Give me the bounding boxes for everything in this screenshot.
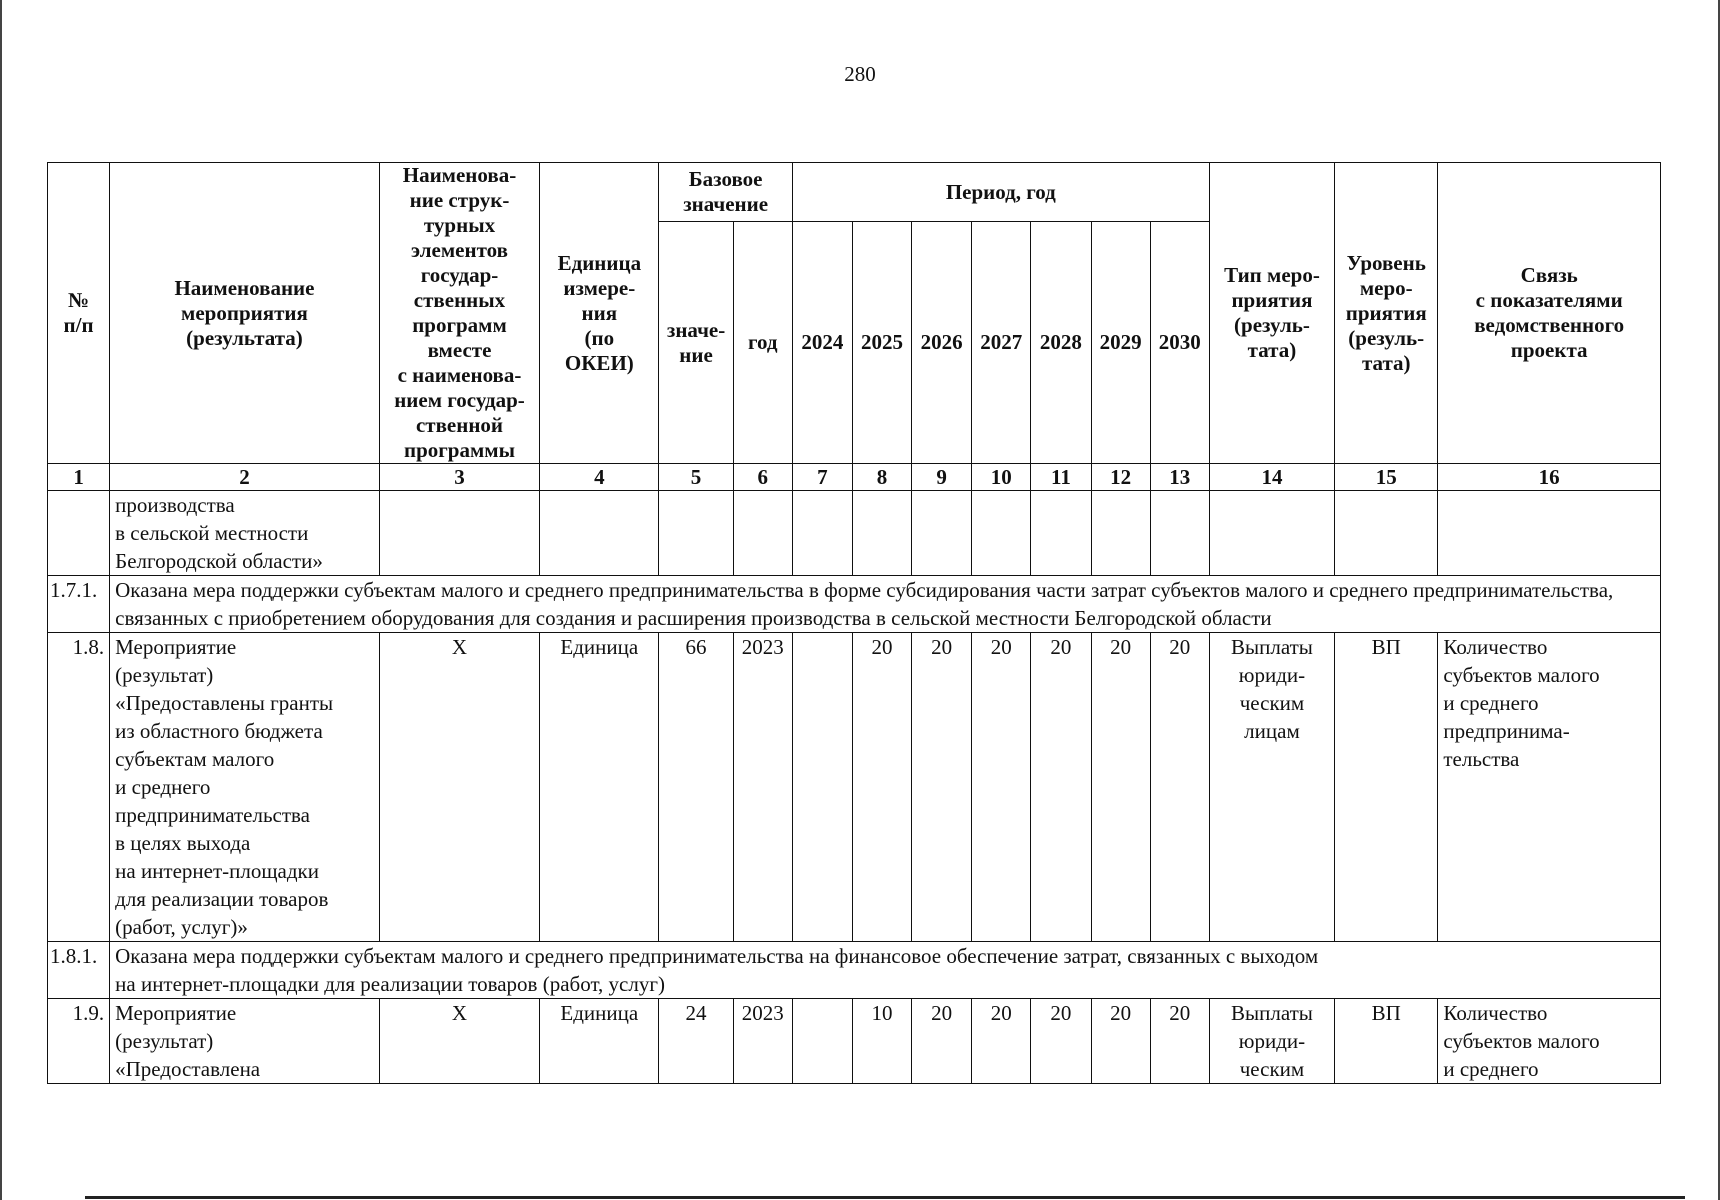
header-year-2026: 2026 (912, 222, 972, 464)
value-2024 (792, 999, 852, 1084)
struct-element: Х (379, 999, 539, 1084)
column-number: 7 (792, 464, 852, 491)
value-2029: 20 (1091, 999, 1150, 1084)
value-2029: 20 (1091, 633, 1150, 942)
header-col-level: Уровень меро- приятия (резуль- тата) (1335, 163, 1438, 464)
table-row-1-8-1 (48, 942, 1661, 999)
header-year-2025: 2025 (852, 222, 911, 464)
measure-level: ВП (1335, 633, 1438, 942)
column-number: 13 (1150, 464, 1209, 491)
measure-type: Выплаты юриди- ческим (1209, 999, 1334, 1084)
value-2030: 20 (1150, 999, 1209, 1084)
measure-name: Мероприятие (результат) «Предоставлены гранты из областного бюджета субъектам малого и среднего предпринимательства в целях выхода на интернет-площадки для реализации товаров (работ, услуг)» (110, 633, 380, 942)
unit: Единица (540, 999, 659, 1084)
row-number: 1.9. (48, 999, 110, 1084)
column-number: 11 (1031, 464, 1091, 491)
header-col-period: Период, год (792, 163, 1209, 222)
header-col-type: Тип меро- приятия (резуль- тата) (1209, 163, 1334, 464)
header-year-2030: 2030 (1150, 222, 1209, 464)
column-number: 2 (110, 464, 380, 491)
header-year-2028: 2028 (1031, 222, 1091, 464)
value-2025: 20 (852, 633, 911, 942)
project-link: Количество субъектов малого и среднего предпринима- тельства (1438, 633, 1661, 942)
scan-bottom-rule (85, 1196, 1685, 1199)
scan-left-edge (0, 0, 2, 1200)
base-year: 2023 (733, 633, 792, 942)
value-2030: 20 (1150, 633, 1209, 942)
column-number: 3 (379, 464, 539, 491)
value-2026: 20 (912, 633, 972, 942)
value-2024 (792, 633, 852, 942)
header-year-2027: 2027 (972, 222, 1031, 464)
header-col-unit: Единица измере- ния (по ОКЕИ) (540, 163, 659, 464)
header-base-value: значе- ние (659, 222, 733, 464)
project-link: Количество субъектов малого и среднего (1438, 999, 1661, 1084)
value-2028: 20 (1031, 633, 1091, 942)
header-base-year: год (733, 222, 792, 464)
base-value: 66 (659, 633, 733, 942)
row-number: 1.8. (48, 633, 110, 942)
row-number: 1.8.1. (48, 942, 110, 999)
table-row-1-8 (48, 633, 1661, 942)
page-number: 280 (844, 62, 876, 86)
header-col-struct: Наименова- ние струк- турных элементов государ- ственных программ вместе с наименова- нием государ- ственной программы (379, 163, 539, 464)
column-number-row (48, 464, 1661, 491)
column-number: 15 (1335, 464, 1438, 491)
column-number: 8 (852, 464, 911, 491)
header-year-2029: 2029 (1091, 222, 1150, 464)
table-row-continuation (48, 491, 1661, 576)
table-row-1-9 (48, 999, 1661, 1084)
base-year: 2023 (733, 999, 792, 1084)
measure-type: Выплаты юриди- ческим лицам (1209, 633, 1334, 942)
value-2027: 20 (972, 633, 1031, 942)
column-number: 1 (48, 464, 110, 491)
column-number: 14 (1209, 464, 1334, 491)
result-description: Оказана мера поддержки субъектам малого и среднего предпринимательства на финансовое обеспечение затрат, связанных с выходом на интернет-площадки для реализации товаров (работ, услуг) (110, 942, 1661, 999)
header-col-no: № п/п (48, 163, 110, 464)
measure-name: Мероприятие (результат) «Предоставлена (110, 999, 380, 1084)
column-number: 6 (733, 464, 792, 491)
base-value: 24 (659, 999, 733, 1084)
measure-name: производства в сельской местности Белгородской области» (110, 491, 380, 576)
header-year-2024: 2024 (792, 222, 852, 464)
column-number: 16 (1438, 464, 1661, 491)
measure-level: ВП (1335, 999, 1438, 1084)
column-number: 10 (972, 464, 1031, 491)
column-number: 9 (912, 464, 972, 491)
result-description: Оказана мера поддержки субъектам малого и среднего предпринимательства в форме субсидирования части затрат субъектов малого и среднего предпринимательства, связанных с приобретением оборудования для создания и расширения производства в сельской местности Белгородской области (110, 576, 1661, 633)
table-row-1-7-1 (48, 576, 1661, 633)
value-2028: 20 (1031, 999, 1091, 1084)
value-2027: 20 (972, 999, 1031, 1084)
value-2025: 10 (852, 999, 911, 1084)
column-number: 12 (1091, 464, 1150, 491)
unit: Единица (540, 633, 659, 942)
row-number: 1.7.1. (48, 576, 110, 633)
measures-table (47, 162, 1661, 1084)
column-number: 5 (659, 464, 733, 491)
header-col-link: Связь с показателями ведомственного проекта (1438, 163, 1661, 464)
struct-element: Х (379, 633, 539, 942)
column-number: 4 (540, 464, 659, 491)
value-2026: 20 (912, 999, 972, 1084)
header-col-name: Наименование мероприятия (результата) (110, 163, 380, 464)
header-col-base: Базовое значение (659, 163, 792, 222)
